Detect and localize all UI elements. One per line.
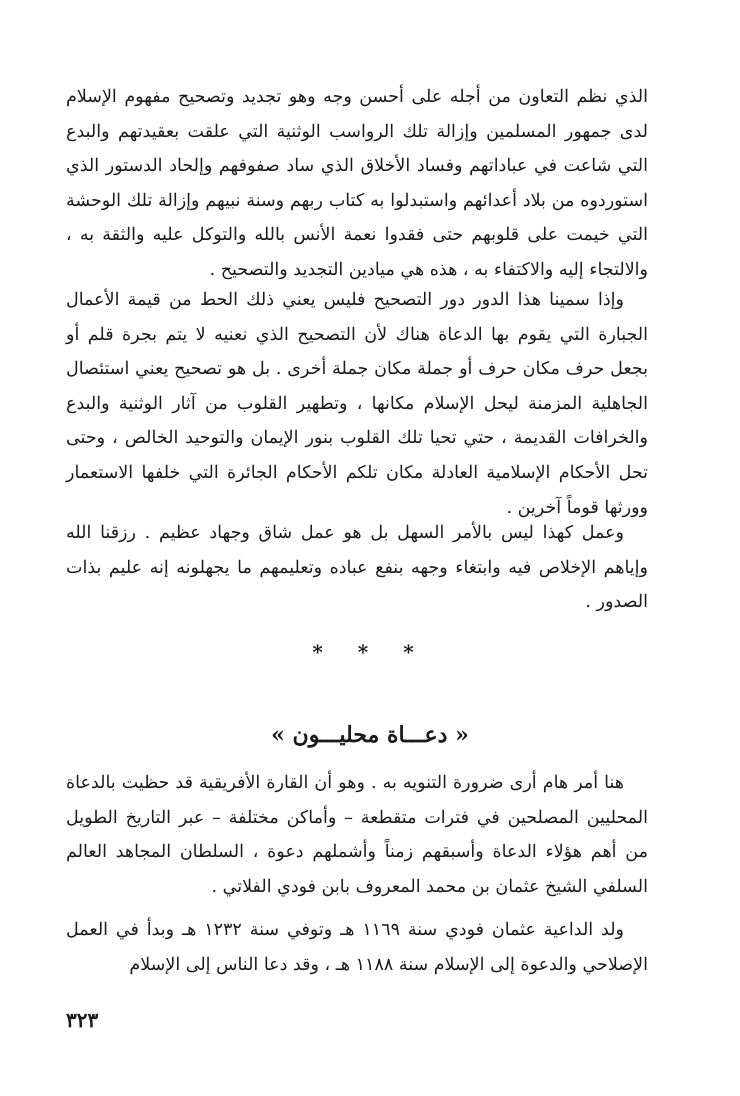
page-number: ٣٢٣ bbox=[66, 1008, 99, 1032]
section-heading: « دعـــاة محليـــون » bbox=[271, 722, 469, 748]
section-separator: * * * bbox=[312, 640, 428, 664]
paragraph-4: هنا أمر هام أرى ضرورة التنويه به . وهو أن القارة الأفريقية قد حظيت بالدعاة المحليين المصلحين في فترات متقطعة – وأماكن مختلفة – عبر التاريخ الطويل من أهم هؤلاء الدعاة وأسبقهم زمناً وأشملهم دعوة ، السلطان المجاهد العالم السلفي الشيخ عثمان بن محمد المعروف بابن فودي الفلاتي . bbox=[66, 773, 648, 897]
paragraph-3: وعمل كهذا ليس بالأمر السهل بل هو عمل شاق وجهاد عظيم . رزقنا الله وإياهم الإخلاص فيه وابتغاء وجهه بنفع عباده وتعليمهم ما يجهلونه إنه عليم بذات الصدور . bbox=[66, 523, 648, 613]
paragraph-2: وإذا سمينا هذا الدور دور التصحيح فليس يعني ذلك الحط من قيمة الأعمال الجبارة التي يقوم بها الدعاة هناك لأن التصحيح الذي نعنيه لا يتم بجرة قلم أو بجعل حرف مكان حرف أو جملة مكان جملة أخرى . بل هو تصحيح يعني استئصال الجاهلية المزمنة ليحل الإسلام مكانها ، وتطهير القلوب من آثار الوثنية والبدع والخرافات القديمة ، حتي تحيا تلك القلوب بنور الإيمان والتوحيد الخالص ، وحتى تحل الأحكام الإسلامية العادلة مكان تلكم الأحكام الجائرة التي خلفها الاستعمار وورثها قوماً آخرين . bbox=[66, 290, 648, 518]
paragraph-5: ولد الداعية عثمان فودي سنة ١١٦٩ هـ وتوفي سنة ١٢٣٢ هـ وبدأ في العمل الإصلاحي والدعوة إلى الإسلام سنة ١١٨٨ هـ ، وقد دعا الناس إلى الإسلام bbox=[66, 920, 648, 975]
paragraph-1: الذي نظم التعاون من أجله على أحسن وجه وهو تجديد وتصحيح مفهوم الإسلام لدى جمهور المسلمين وإزالة تلك الرواسب الوثنية التي علقت بعقيدتهم والبدع التي شاعت في عباداتهم وفساد الأخلاق الذي ساد صفوفهم وإلحاد الدستور الذي استوردوه من بلاد أعدائهم واستبدلوا به كتاب ربهم وسنة نبيهم وإزالة تلك الوحشة التي خيمت على قلوبهم حتى فقدوا نعمة الأنس بالله والتوكل عليه والثقة به ، والالتجاء إليه والاكتفاء به ، هذه هي ميادين التجديد والتصحيح . bbox=[66, 87, 648, 280]
